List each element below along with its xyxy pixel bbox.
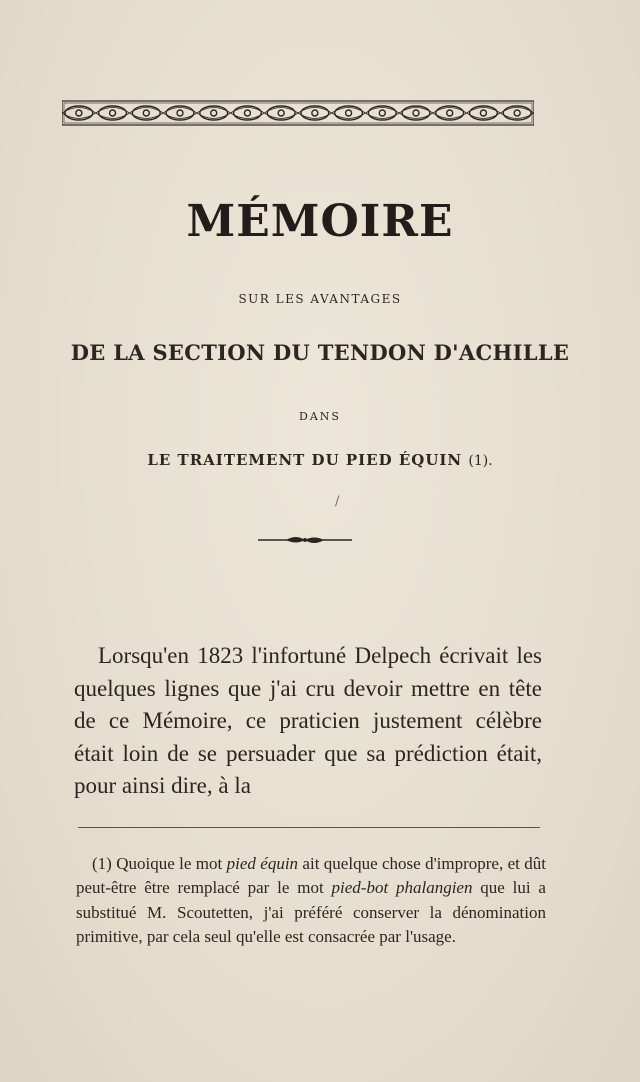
subtitle-line-4 bbox=[0, 451, 640, 469]
ornament-dot bbox=[379, 110, 385, 116]
ornament-loop bbox=[65, 106, 93, 120]
footnote-separator bbox=[78, 827, 540, 828]
ornament-loop bbox=[234, 106, 262, 120]
ornament-loop bbox=[267, 106, 295, 120]
ornament-dot bbox=[244, 110, 250, 116]
ornament-loop bbox=[335, 106, 363, 120]
ornament-loop bbox=[470, 106, 498, 120]
ornament-loop bbox=[436, 106, 464, 120]
footnote-text-b: ait quelque chose d'impropre, et dût peut-être être remplacé par le mot bbox=[76, 854, 546, 898]
stray-mark: / bbox=[335, 494, 340, 509]
subtitle-line-1: SUR LES AVANTAGES bbox=[238, 292, 402, 306]
footnote-emphasis-b: pied-bot phalangien bbox=[331, 878, 473, 898]
ornament-dot bbox=[76, 110, 82, 116]
ornament-dot bbox=[177, 110, 183, 116]
subtitle-line-2: DE LA SECTION DU TENDON D'ACHILLE bbox=[70, 340, 570, 365]
ornament-loop bbox=[200, 106, 228, 120]
subtitle-line-3: DANS bbox=[299, 410, 341, 423]
ornament-dot bbox=[143, 110, 149, 116]
subtitle-line-4-text: LE TRAITEMENT DU PIED ÉQUIN bbox=[147, 451, 463, 469]
page-title: MÉMOIRE bbox=[186, 196, 454, 247]
ornament-dot bbox=[480, 110, 486, 116]
ornament-dot bbox=[110, 110, 116, 116]
footnote-emphasis-a: pied équin bbox=[226, 854, 299, 873]
ornament-dot bbox=[447, 110, 453, 116]
ornament-dot bbox=[413, 110, 419, 116]
ornament-loop bbox=[503, 106, 531, 120]
footnote-reference: (1). bbox=[468, 453, 493, 469]
ornament-dot bbox=[312, 110, 318, 116]
ornament-loop bbox=[132, 106, 160, 120]
footnote-text-a: Quoique le mot bbox=[111, 854, 227, 873]
ornament-dot bbox=[514, 110, 520, 116]
decorative-divider bbox=[258, 533, 352, 547]
footnote-text-c: que lui a substitué M. Scoutetten, j'ai préféré conserver la dénomination primitive, par cela seul qu'elle est consacrée par l'usage. bbox=[76, 878, 546, 947]
ornament-dot bbox=[346, 110, 352, 116]
decorative-header-band bbox=[62, 99, 534, 127]
footnote-marker: (1) bbox=[92, 854, 112, 873]
ornament-dot bbox=[211, 110, 217, 116]
ornament-loop bbox=[99, 106, 127, 120]
ornament-loop bbox=[368, 106, 396, 120]
footnote bbox=[76, 852, 546, 950]
ornament-dot bbox=[278, 110, 284, 116]
ornament-loop bbox=[301, 106, 329, 120]
ornament-loop bbox=[402, 106, 430, 120]
ornament-loop bbox=[166, 106, 194, 120]
body-paragraph: Lorsqu'en 1823 l'infortuné Delpech écrivait les quelques lignes que j'ai cru devoir mettre en tête de ce Mémoire, ce praticien justement célèbre était loin de se persuader que sa prédiction était, pour ainsi dire, à la bbox=[74, 643, 542, 798]
